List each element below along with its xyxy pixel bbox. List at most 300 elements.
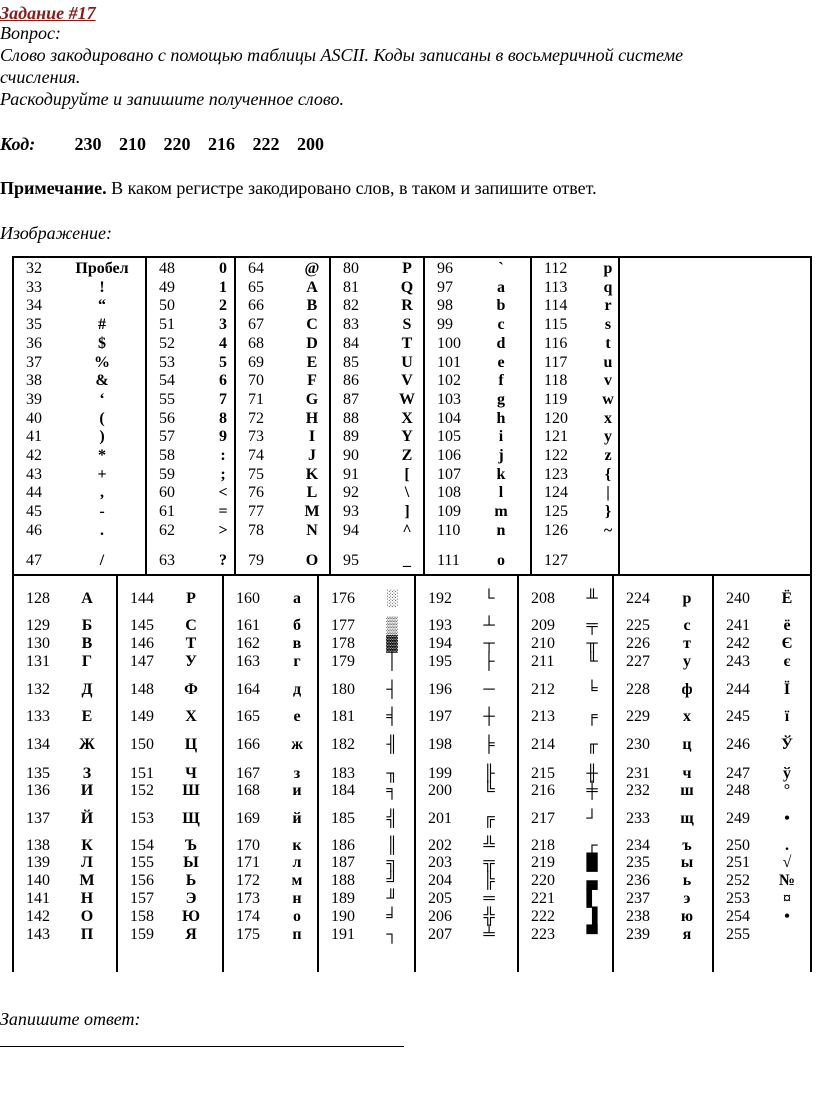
table-char: Х <box>185 708 197 725</box>
table-char: ? <box>219 552 227 569</box>
table-char: C <box>306 316 318 334</box>
table-char: т <box>683 635 691 652</box>
code-value: 222 <box>252 134 280 154</box>
table-char: W <box>399 390 415 408</box>
table-char: ю <box>680 908 694 925</box>
table-code: 164 <box>236 681 260 698</box>
table-code: 75 <box>248 465 264 483</box>
table-char: _ <box>403 552 411 569</box>
table-char: • <box>784 810 790 827</box>
table-code: 43 <box>26 465 42 483</box>
table-char: h <box>496 409 506 427</box>
table-code: 76 <box>248 484 264 502</box>
table-code: 63 <box>159 552 175 569</box>
table-char: № <box>778 872 796 889</box>
table-char: С <box>185 617 197 634</box>
table-code: 72 <box>248 409 264 427</box>
table-char: э <box>683 890 691 907</box>
table-char: Л <box>81 854 93 871</box>
table-char: Й <box>80 810 94 827</box>
table-char: Ъ <box>184 837 198 854</box>
table-char: Г <box>81 653 93 670</box>
table-code: 35 <box>26 316 42 334</box>
table-code: 41 <box>26 428 42 446</box>
table-char: > <box>218 521 228 539</box>
table-code: 232 <box>626 782 650 799</box>
table-column-line <box>145 256 147 574</box>
table-char: ч <box>682 765 692 782</box>
table-char: j <box>498 447 504 464</box>
table-code: 183 <box>331 765 355 782</box>
table-char: z <box>604 447 612 464</box>
table-char: ¤ <box>783 890 791 907</box>
table-char: k <box>496 465 506 483</box>
table-code: 40 <box>26 409 42 427</box>
table-char: Є <box>781 635 793 652</box>
table-char: V <box>401 372 413 390</box>
table-char: ь <box>682 872 692 889</box>
table-code: 249 <box>726 810 750 827</box>
table-code: 231 <box>626 765 650 782</box>
table-code: 159 <box>130 926 154 943</box>
table-code: 198 <box>428 736 452 753</box>
table-char: щ <box>680 810 694 827</box>
table-code: 211 <box>531 653 555 670</box>
table-char: ╝ <box>386 872 398 889</box>
table-char: ╗ <box>386 854 398 871</box>
table-char: Ў <box>781 736 793 753</box>
table-char: ╒ <box>586 708 598 725</box>
table-char: Ц <box>184 736 198 753</box>
table-code: 209 <box>531 617 555 634</box>
table-char: ▐ <box>586 908 598 925</box>
table-code: 212 <box>531 681 555 698</box>
table-char: 6 <box>219 372 227 390</box>
table-char: Т <box>185 635 197 652</box>
question-line-1: Слово закодировано с помощью таблицы ASCII. Коды записаны в восьмеричной системе <box>0 45 684 65</box>
table-char: U <box>401 353 413 371</box>
table-char: Ф <box>184 681 198 698</box>
table-code: 109 <box>437 503 461 521</box>
table-code: 186 <box>331 837 355 854</box>
table-code: 98 <box>437 297 453 315</box>
table-code: 185 <box>331 810 355 827</box>
table-char: ╠ <box>483 872 495 889</box>
table-code: 161 <box>236 617 260 634</box>
table-code: 39 <box>26 390 42 408</box>
table-code: 146 <box>130 635 154 652</box>
table-char: ^ <box>402 521 412 539</box>
table-code: 178 <box>331 635 355 652</box>
table-code: 202 <box>428 837 452 854</box>
table-column-line <box>530 256 532 574</box>
table-char: A <box>306 278 318 296</box>
code-value: 210 <box>119 134 146 154</box>
table-code: 254 <box>726 908 750 925</box>
table-char: П <box>80 926 94 943</box>
table-char: O <box>305 552 319 569</box>
table-code: 88 <box>343 409 359 427</box>
table-code: 165 <box>236 708 260 725</box>
table-char: ┘ <box>586 810 598 827</box>
table-code: 141 <box>26 890 50 907</box>
table-char: @ <box>304 260 320 277</box>
table-code: 52 <box>159 334 175 352</box>
table-char: Я <box>185 926 197 943</box>
table-code: 125 <box>544 503 568 521</box>
table-char: T <box>401 334 413 352</box>
table-char: к <box>292 837 302 854</box>
table-code: 93 <box>343 503 359 521</box>
table-code: 84 <box>343 334 359 352</box>
table-char: ▀ <box>586 926 598 943</box>
table-char: K <box>305 465 319 483</box>
table-code: 240 <box>726 590 750 607</box>
table-char: S <box>402 316 412 334</box>
table-code: 66 <box>248 297 264 315</box>
table-char: % <box>94 353 110 371</box>
table-char: 5 <box>219 353 227 371</box>
table-code: 173 <box>236 890 260 907</box>
table-code: 105 <box>437 428 461 446</box>
table-code: 188 <box>331 872 355 889</box>
table-code: 54 <box>159 372 175 390</box>
table-char: Z <box>401 447 413 464</box>
table-code: 73 <box>248 428 264 446</box>
table-code: 62 <box>159 521 175 539</box>
table-code: 156 <box>130 872 154 889</box>
table-char: Э <box>185 890 197 907</box>
table-char: o <box>497 552 505 569</box>
table-char: ╩ <box>483 837 495 854</box>
table-char: ё <box>783 617 791 634</box>
table-char: ╘ <box>586 681 598 698</box>
table-char: “ <box>98 297 106 315</box>
table-code: 221 <box>531 890 555 907</box>
table-char: Ю <box>181 908 200 925</box>
question-label: Вопрос: <box>0 23 61 43</box>
table-char: Y <box>401 428 413 446</box>
table-char: 7 <box>219 390 227 408</box>
table-code: 213 <box>531 708 555 725</box>
table-code: 122 <box>544 447 568 464</box>
table-char: Ё <box>781 590 793 607</box>
table-code: 139 <box>26 854 50 871</box>
table-code: 99 <box>437 316 453 334</box>
table-code: 34 <box>26 297 42 315</box>
table-code: 157 <box>130 890 154 907</box>
table-code: 191 <box>331 926 355 943</box>
table-code: 120 <box>544 409 568 427</box>
table-code: 85 <box>343 353 359 371</box>
table-code: 151 <box>130 765 154 782</box>
table-char: ╥ <box>586 635 598 652</box>
table-char: ] <box>404 503 410 521</box>
table-code: 135 <box>26 765 50 782</box>
table-code: 225 <box>626 617 650 634</box>
table-code: 224 <box>626 590 650 607</box>
table-code: 180 <box>331 681 355 698</box>
table-code: 124 <box>544 484 568 502</box>
table-char: Ч <box>185 765 197 782</box>
table-code: 140 <box>26 872 50 889</box>
table-code: 118 <box>544 372 568 390</box>
table-code: 229 <box>626 708 650 725</box>
table-char: E <box>306 353 318 371</box>
table-code: 193 <box>428 617 452 634</box>
table-char: m <box>494 503 508 521</box>
table-char: ъ <box>682 837 692 854</box>
table-char: ┴ <box>483 617 495 634</box>
table-code: 67 <box>248 316 264 334</box>
table-char: s <box>604 316 612 334</box>
table-code: 222 <box>531 908 555 925</box>
table-char: Р <box>186 590 196 607</box>
table-code: 102 <box>437 372 461 390</box>
table-char: L <box>306 484 318 502</box>
table-char: . <box>100 521 104 539</box>
table-char: и <box>292 782 302 799</box>
table-code: 236 <box>626 872 650 889</box>
table-code: 230 <box>626 736 650 753</box>
table-code: 210 <box>531 635 555 652</box>
table-char: ╧ <box>483 926 495 943</box>
table-char: ╨ <box>586 590 598 607</box>
table-code: 237 <box>626 890 650 907</box>
table-code: 227 <box>626 653 650 670</box>
code-line <box>0 133 337 155</box>
table-code: 46 <box>26 521 42 539</box>
table-char: . <box>785 837 789 854</box>
table-char: Ш <box>182 782 200 799</box>
table-code: 200 <box>428 782 452 799</box>
table-column-line <box>222 574 224 972</box>
table-char: ж <box>291 736 303 753</box>
table-code: 96 <box>437 260 453 277</box>
table-char: D <box>306 334 318 352</box>
table-border-left <box>12 256 14 972</box>
table-char: Q <box>400 278 414 296</box>
table-code: 208 <box>531 590 555 607</box>
table-char: u <box>603 353 613 371</box>
table-code: 153 <box>130 810 154 827</box>
table-char: ╣ <box>386 810 398 827</box>
table-code: 116 <box>544 334 568 352</box>
table-char: ╖ <box>386 765 398 782</box>
table-char: А <box>81 590 93 607</box>
table-code: 174 <box>236 908 260 925</box>
table-code: 49 <box>159 278 175 296</box>
table-section-divider <box>12 574 812 576</box>
table-char: ┬ <box>483 635 495 652</box>
table-char: N <box>306 521 318 539</box>
table-code: 104 <box>437 409 461 427</box>
table-char: ╙ <box>586 653 598 670</box>
table-column-line <box>414 574 416 972</box>
table-column-line <box>712 574 714 972</box>
table-code: 220 <box>531 872 555 889</box>
table-code: 127 <box>544 552 568 569</box>
table-code: 215 <box>531 765 555 782</box>
table-code: 169 <box>236 810 260 827</box>
table-code: 216 <box>531 782 555 799</box>
table-code: 55 <box>159 390 175 408</box>
table-code: 145 <box>130 617 154 634</box>
table-char: ╟ <box>483 765 495 782</box>
table-char: п <box>292 926 302 943</box>
table-code: 111 <box>437 552 460 569</box>
table-code: 134 <box>26 736 50 753</box>
table-border-top <box>12 256 812 258</box>
table-code: 137 <box>26 810 50 827</box>
table-code: 58 <box>159 447 175 464</box>
table-code: 166 <box>236 736 260 753</box>
table-char: В <box>81 635 93 652</box>
table-code: 152 <box>130 782 154 799</box>
table-char: b <box>496 297 506 315</box>
table-border-right <box>810 256 812 972</box>
table-code: 194 <box>428 635 452 652</box>
table-code: 246 <box>726 736 750 753</box>
table-char: Ы <box>183 854 199 871</box>
table-char: █ <box>586 854 598 871</box>
table-char: [ <box>404 465 410 483</box>
table-char: └ <box>483 590 495 607</box>
table-code: 207 <box>428 926 452 943</box>
answer-line[interactable] <box>0 1046 404 1047</box>
table-char: Б <box>81 617 93 634</box>
table-char: { <box>604 465 612 483</box>
table-char: p <box>603 260 613 277</box>
table-char: ├ <box>483 653 495 670</box>
table-char: ш <box>680 782 694 799</box>
table-char: ▌ <box>586 890 598 907</box>
table-char: Д <box>81 681 93 698</box>
table-char: р <box>682 590 692 607</box>
table-char: e <box>497 353 505 371</box>
table-char: ║ <box>386 837 398 854</box>
table-code: 106 <box>437 447 461 464</box>
table-char: r <box>604 297 612 315</box>
table-column-line <box>612 574 614 972</box>
table-char: • <box>784 908 790 925</box>
table-char: Пробел <box>75 260 129 277</box>
table-char: К <box>81 837 93 854</box>
table-code: 100 <box>437 334 461 352</box>
table-code: 143 <box>26 926 50 943</box>
table-code: 69 <box>248 353 264 371</box>
table-char: Щ <box>182 810 200 827</box>
table-char: v <box>604 372 612 390</box>
table-code: 192 <box>428 590 452 607</box>
table-char: а <box>293 590 301 607</box>
note <box>0 177 597 199</box>
table-code: 110 <box>437 521 461 539</box>
table-char: : <box>220 447 226 464</box>
table-code: 59 <box>159 465 175 483</box>
table-char: И <box>80 782 94 799</box>
table-char: ` <box>498 260 504 277</box>
table-code: 97 <box>437 278 453 296</box>
table-code: 245 <box>726 708 750 725</box>
table-char: ╕ <box>386 782 398 799</box>
table-code: 223 <box>531 926 555 943</box>
table-code: 255 <box>726 926 750 943</box>
table-char: о <box>293 908 301 925</box>
table-code: 38 <box>26 372 42 390</box>
table-char: ═ <box>483 890 495 907</box>
table-char: ─ <box>483 681 495 698</box>
table-char: ‘ <box>99 390 105 408</box>
table-char: │ <box>386 653 398 670</box>
table-char: & <box>95 372 109 390</box>
table-char: n <box>496 521 506 539</box>
code-value: 220 <box>163 134 191 154</box>
table-code: 65 <box>248 278 264 296</box>
table-code: 50 <box>159 297 175 315</box>
table-code: 90 <box>343 447 359 464</box>
table-char: F <box>307 372 317 390</box>
table-char: ; <box>220 465 226 483</box>
table-code: 205 <box>428 890 452 907</box>
table-code: 239 <box>626 926 650 943</box>
table-code: 168 <box>236 782 260 799</box>
table-char: ╓ <box>586 736 598 753</box>
table-code: 226 <box>626 635 650 652</box>
table-char: ф <box>681 681 693 698</box>
table-char: q <box>603 278 613 296</box>
table-code: 196 <box>428 681 452 698</box>
table-code: 113 <box>544 278 568 296</box>
table-code: 130 <box>26 635 50 652</box>
table-char: Ь <box>185 872 197 889</box>
table-code: 138 <box>26 837 50 854</box>
table-code: 119 <box>544 390 568 408</box>
table-column-line <box>116 574 118 972</box>
table-char: d <box>496 334 506 352</box>
table-char: ╞ <box>483 736 495 753</box>
table-char: $ <box>98 334 106 352</box>
table-char: 1 <box>219 278 227 296</box>
table-char: + <box>97 465 107 483</box>
table-char: ╤ <box>586 617 598 634</box>
answer-label: Запишите ответ: <box>0 1009 141 1029</box>
table-code: 44 <box>26 484 42 502</box>
table-char: √ <box>782 854 792 871</box>
table-code: 149 <box>130 708 154 725</box>
table-code: 190 <box>331 908 355 925</box>
table-char: # <box>98 316 106 334</box>
table-char: ▄ <box>586 872 598 889</box>
table-char: , <box>100 484 104 502</box>
table-char: J <box>308 447 316 464</box>
table-char: д <box>292 681 302 698</box>
table-code: 82 <box>343 297 359 315</box>
table-char: ╚ <box>483 782 495 799</box>
table-char: г <box>293 653 301 670</box>
table-code: 89 <box>343 428 359 446</box>
table-code: 176 <box>331 590 355 607</box>
table-code: 170 <box>236 837 260 854</box>
table-code: 87 <box>343 390 359 408</box>
table-char: ┤ <box>386 681 398 698</box>
table-code: 147 <box>130 653 154 670</box>
table-code: 179 <box>331 653 355 670</box>
table-code: 57 <box>159 428 175 446</box>
table-char: ) <box>99 428 105 446</box>
table-char: 9 <box>219 428 227 446</box>
table-code: 94 <box>343 521 359 539</box>
